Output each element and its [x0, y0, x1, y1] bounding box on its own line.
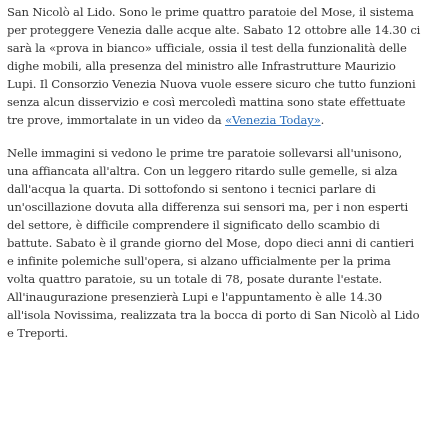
article-paragraph-1: [7, 3, 421, 129]
paragraph-2-text: Nelle immagini si vedono le prime tre paratoie sollevarsi all'unisono, una affiancata all'altra. Con un leggero ritardo sulle gemelle, si alza dall'acqua la quarta. Di sottofondo si sentono i tecnici parlare di un'oscillazione dovuta alla differenza sui sensori ma, per i non esperti del settore, è difficile comprendere il significato dello scambio di battute. Sabato è il grande giorno del Mose, dopo dieci anni di cantieri e infinite polemiche sull'opera, si alzano ufficialmente per la prima volta quattro paratoie, su un totale di 78, posate durante l'estate. All'inaugurazione presenzierà Lupi e l'appuntamento è alle 14.30 all'isola Novissima, realizzata tra la bocca di porto di San Nicolò al Lido e Treporti.: [7, 146, 420, 340]
venezia-today-link[interactable]: «Venezia Today»: [225, 113, 321, 127]
paragraph-1-text: San Nicolò al Lido. Sono le prime quattro paratoie del Mose, il sistema per proteggere Venezia dalle acque alte. Sabato 12 ottobre alle 14.30 ci sarà la «prova in bianco» ufficiale, ossia il test della funzionalità delle dighe mobili, alla presenza del ministro alle Infrastrutture Maurizio Lupi. Il Consorzio Venezia Nuova vuole essere sicuro che tutto funzioni senza alcun disservizio e così mercoledì mattina sono state effettuate tre prove, immortalate in un video da: [7, 5, 421, 127]
article-paragraph-2: [7, 144, 421, 342]
paragraph-1-trailing: .: [320, 113, 325, 127]
